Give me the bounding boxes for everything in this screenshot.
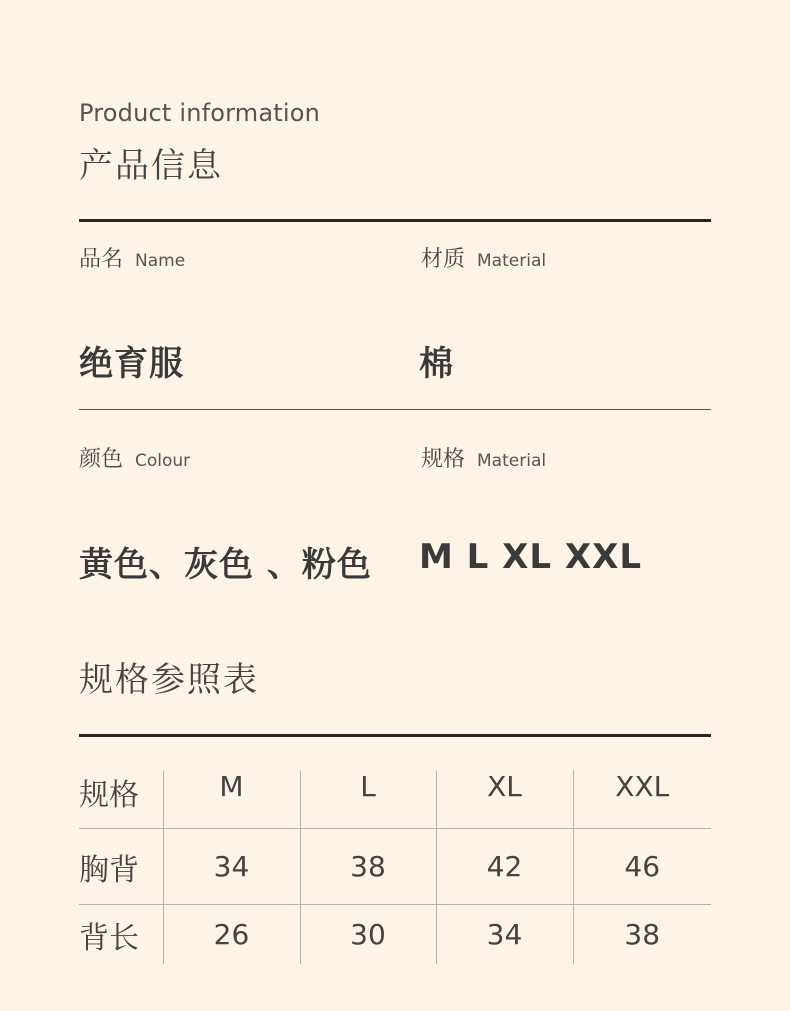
table-row	[79, 829, 711, 905]
name-value: 绝育服	[79, 344, 184, 384]
size-table	[79, 770, 711, 964]
spec-label	[421, 442, 546, 473]
table-cell: 42	[436, 829, 573, 905]
colour-label-cn: 颜色	[79, 447, 124, 472]
name-label-en: Name	[135, 251, 186, 271]
name-label	[79, 242, 185, 273]
divider	[79, 409, 711, 410]
table-cell: XL	[436, 770, 573, 829]
table-cell: 38	[300, 829, 436, 905]
colour-label-en: Colour	[135, 451, 191, 471]
material-label	[421, 242, 546, 273]
material-label-en: Material	[477, 251, 547, 271]
spec-label-en: Material	[477, 451, 547, 471]
table-cell: 背长	[79, 905, 163, 965]
table-cell: 46	[573, 829, 711, 905]
section-title-en: Product information	[79, 99, 321, 127]
table-cell: M	[163, 770, 300, 829]
spec-value: M L XL XXL	[419, 537, 642, 577]
table-row	[79, 905, 711, 965]
table-cell: 26	[163, 905, 300, 965]
material-value: 棉	[419, 344, 454, 384]
table-cell: 38	[624, 918, 661, 951]
table-cell: 30	[300, 905, 436, 965]
divider	[79, 219, 711, 222]
table-cell: 胸背	[79, 829, 163, 905]
table-cell: 34	[436, 905, 573, 965]
divider	[79, 734, 711, 737]
table-cell: L	[300, 770, 436, 829]
name-label-cn: 品名	[79, 247, 124, 272]
table-cell: 34	[163, 829, 300, 905]
material-label-cn: 材质	[421, 247, 466, 272]
section-title-cn: 产品信息	[79, 146, 223, 186]
colour-value: 黄色、灰色 、粉色	[79, 545, 372, 585]
table-cell: XXL	[573, 770, 711, 829]
spec-label-cn: 规格	[421, 447, 466, 472]
table-cell: 规格	[79, 770, 163, 829]
table-row	[79, 770, 711, 829]
colour-label	[79, 442, 190, 473]
size-table-title: 规格参照表	[79, 660, 259, 700]
